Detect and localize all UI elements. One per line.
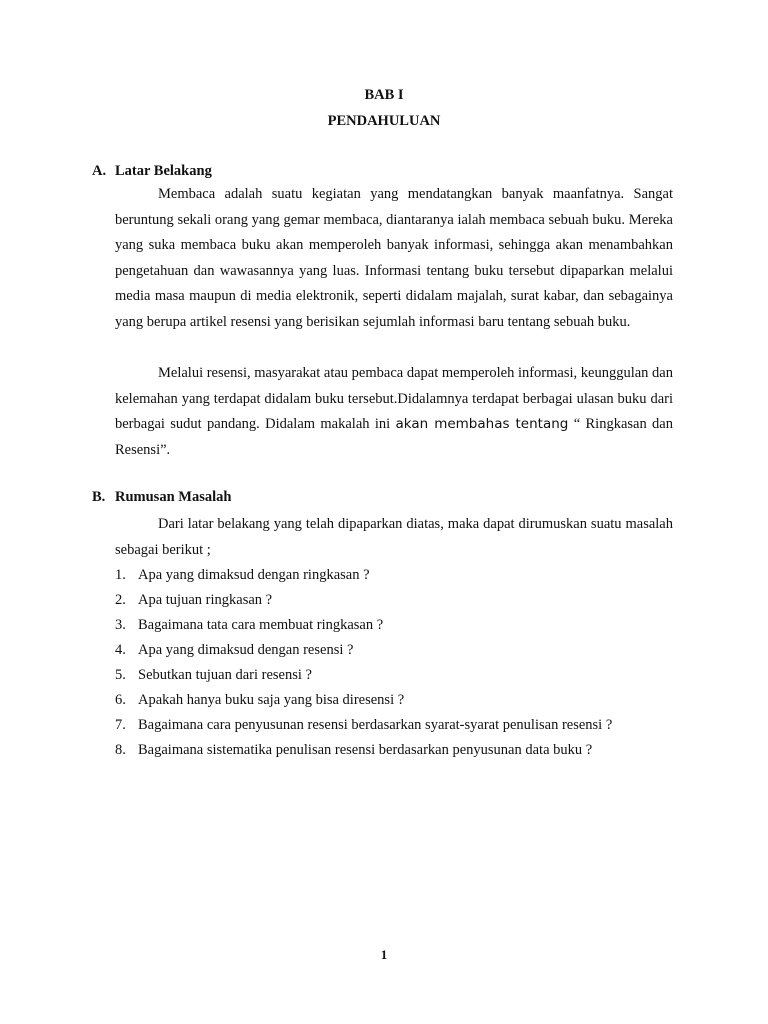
section-a-number: A.	[92, 163, 107, 179]
section-b-heading	[92, 489, 231, 506]
chapter-title: PENDAHULUAN	[327, 113, 441, 129]
question-list	[115, 563, 675, 763]
section-b-number: B.	[92, 489, 106, 505]
section-a-paragraph-2	[115, 361, 673, 463]
list-item: 8. Bagaimana sistematika penulisan resensi berdasarkan penyusunan data buku ?	[115, 742, 593, 758]
list-item: 5. Sebutkan tujuan dari resensi ?	[115, 667, 312, 683]
list-item: 6. Apakah hanya buku saja yang bisa diresensi ?	[115, 692, 405, 708]
list-item: 2. Apa tujuan ringkasan ?	[115, 592, 273, 608]
section-a-paragraph-2-sans: akan membahas tentang	[395, 416, 569, 433]
list-item: 4. Apa yang dimaksud dengan resensi ?	[115, 642, 354, 658]
chapter-label: BAB I	[364, 87, 404, 103]
list-item: 1. Apa yang dimaksud dengan ringkasan ?	[115, 567, 370, 583]
section-b-intro: Dari latar belakang yang telah dipaparkan diatas, maka dapat dirumuskan suatu masalah sebagai berikut ;	[115, 516, 673, 558]
section-a-title: Latar Belakang	[115, 163, 212, 179]
section-a-paragraph-2-end: “ Ringkasan dan Resensi”.	[115, 416, 673, 458]
section-b-title: Rumusan Masalah	[115, 489, 232, 505]
section-a-paragraph-1: Membaca adalah suatu kegiatan yang mendatangkan banyak maanfatnya. Sangat beruntung sekali orang yang gemar membaca, diantaranya ialah membaca sebuah buku. Mereka yang suka membaca buku akan memperoleh banyak informasi, sehingga akan menambahkan pengetahuan dan wawasannya yang luas. Informasi tentang buku tersebut dipaparkan melalui media masa maupun di media elektronik, seperti didalam majalah, surat kabar, dan sebagainya yang berupa artikel resensi yang berisikan sejumlah informasi baru tentang sebuah buku.	[115, 186, 673, 330]
list-item: 7. Bagaimana cara penyusunan resensi berdasarkan syarat-syarat penulisan resensi ?	[115, 717, 613, 733]
section-a-paragraph-2-start: Melalui resensi, masyarakat atau pembaca dapat memperoleh informasi, keunggulan dan kelemahan yang terdapat didalam buku tersebut.Didalamnya terdapat berbagai ulasan buku dari berbagai sudut pandang. Didalam makalah ini	[115, 365, 673, 433]
list-item: 3. Bagaimana tata cara membuat ringkasan ?	[115, 617, 384, 633]
section-a-heading	[92, 163, 212, 180]
page-number: 1	[380, 947, 388, 962]
